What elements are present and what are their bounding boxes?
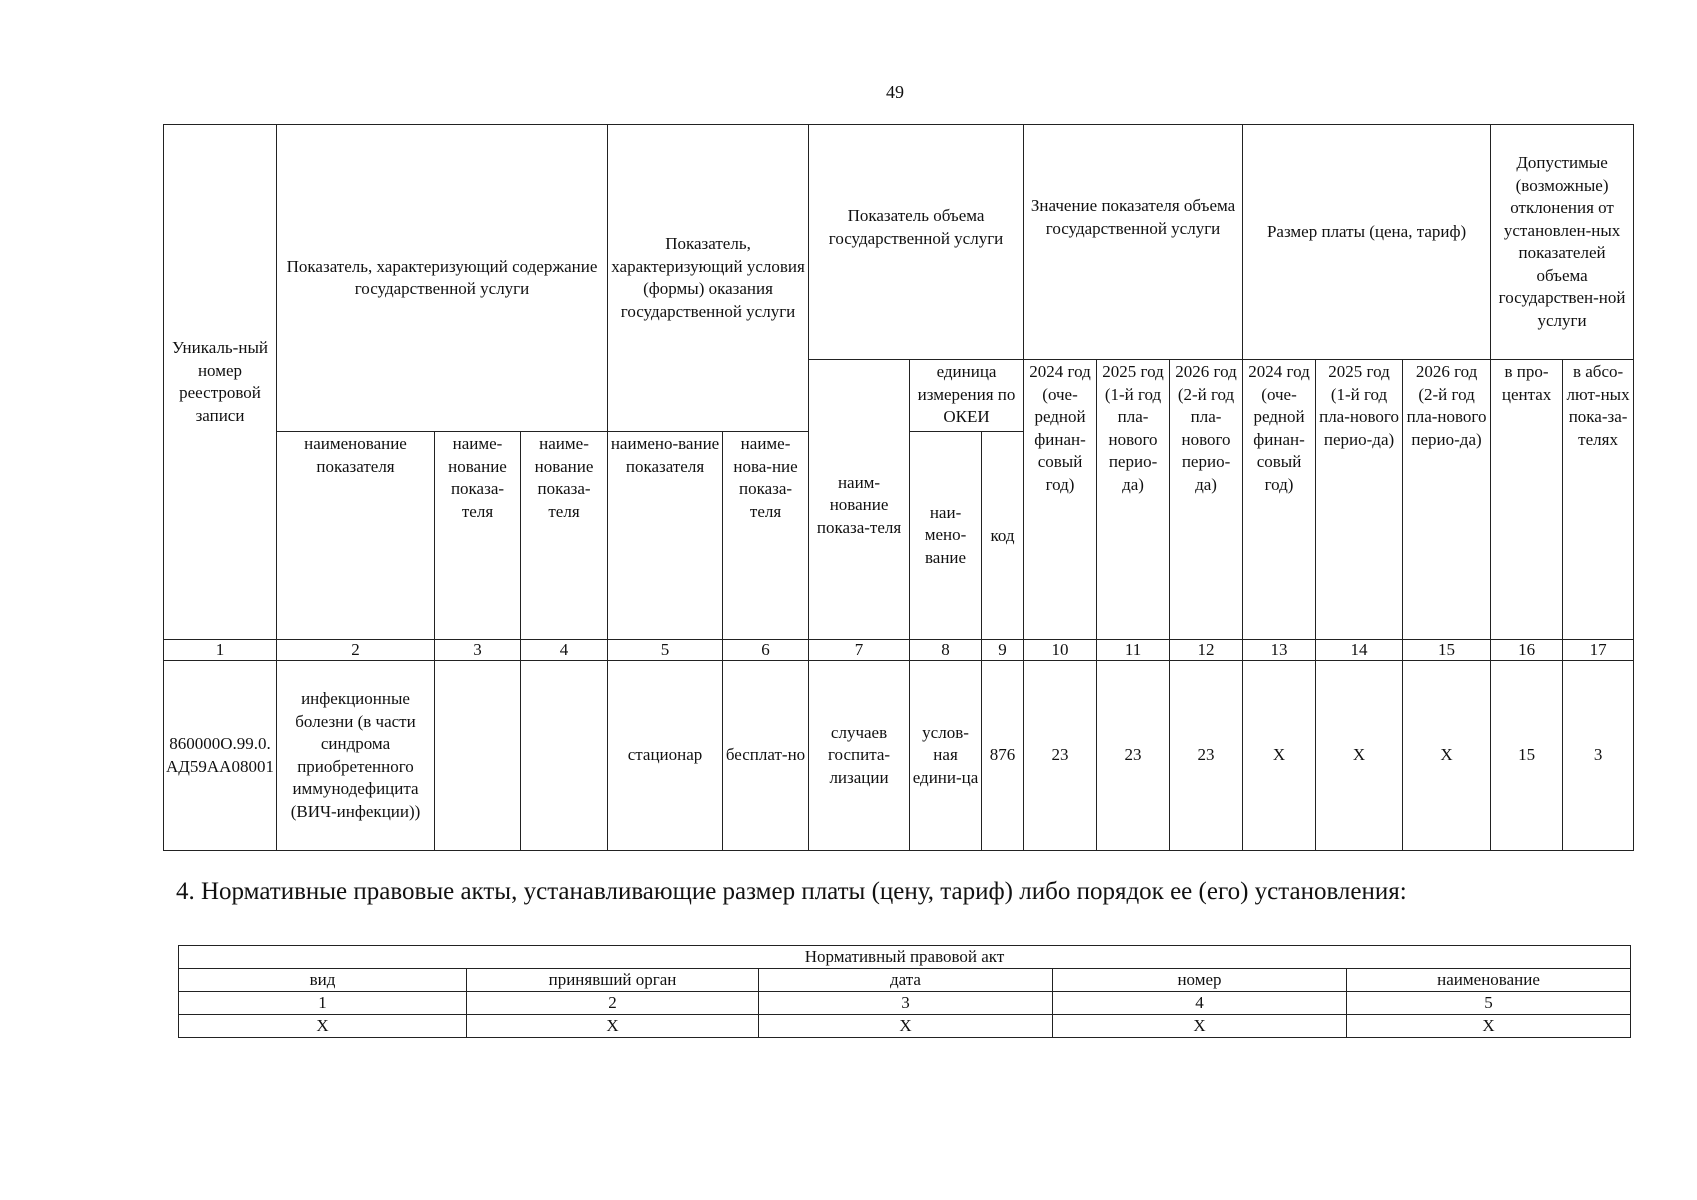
legal-acts-colnum-3: 3 [759, 992, 1053, 1015]
cell-content-indicator: инфекционные болезни (в части синдрома приобретенного иммунодефицита (ВИЧ-инфекции)) [277, 661, 435, 851]
header-value-2025: 2025 год (1-й год пла-нового перио-да) [1097, 360, 1170, 640]
header-deviation-percent: в про-центах [1491, 360, 1563, 640]
header-value-2024: 2024 год (оче-редной финан-совый год) [1024, 360, 1097, 640]
legal-acts-colnum-2: 2 [467, 992, 759, 1015]
colnum-7: 7 [809, 640, 910, 661]
table-row [164, 661, 1634, 851]
cell-value-2025: 23 [1097, 661, 1170, 851]
cell-price-2026: Х [1403, 661, 1491, 851]
colnum-10: 10 [1024, 640, 1097, 661]
section-4-heading: 4. Нормативные правовые акты, устанавливающие размер платы (цену, тариф) либо порядок ее (его) установления: [176, 878, 1407, 905]
cell-deviation-percent: 15 [1491, 661, 1563, 851]
colnum-14: 14 [1316, 640, 1403, 661]
cell-condition-2: бесплат-но [723, 661, 809, 851]
legal-acts-value-number: Х [1053, 1015, 1347, 1038]
colnum-8: 8 [910, 640, 982, 661]
header-price-group: Размер платы (цена, тариф) [1243, 125, 1491, 360]
header-deviation-group: Допустимые (возможные) отклонения от установлен-ных показателей объема государствен-ной услуги [1491, 125, 1634, 360]
legal-acts-table [178, 945, 1631, 1038]
cell-volume-indicator: случаев госпита-лизации [809, 661, 910, 851]
header-price-2026: 2026 год (2-й год пла-нового перио-да) [1403, 360, 1491, 640]
legal-acts-title: Нормативный правовой акт [179, 946, 1631, 969]
legal-acts-header-authority: принявший орган [467, 969, 759, 992]
colnum-2: 2 [277, 640, 435, 661]
cell-value-2024: 23 [1024, 661, 1097, 851]
header-unit-code: код [982, 432, 1024, 640]
colnum-9: 9 [982, 640, 1024, 661]
table-row [179, 1015, 1631, 1038]
legal-acts-header-date: дата [759, 969, 1053, 992]
page-number: 49 [886, 82, 904, 102]
colnum-1: 1 [164, 640, 277, 661]
cell-value-2026: 23 [1170, 661, 1243, 851]
cell-registry-number: 860000О.99.0.АД59АА08001 [164, 661, 277, 851]
colnum-16: 16 [1491, 640, 1563, 661]
legal-acts-value-authority: Х [467, 1015, 759, 1038]
header-registry-number: Уникаль-ный номер реестровой записи [164, 125, 277, 640]
header-unit-group: единица измерения по ОКЕИ [910, 360, 1024, 432]
legal-acts-colnum-4: 4 [1053, 992, 1347, 1015]
colnum-15: 15 [1403, 640, 1491, 661]
cell-unit-code: 876 [982, 661, 1024, 851]
cell-price-2025: Х [1316, 661, 1403, 851]
cell-price-2024: Х [1243, 661, 1316, 851]
header-content-group: Показатель, характеризующий содержание государственной услуги [277, 125, 608, 432]
header-volume-value-group: Значение показателя объема государственной услуги [1024, 125, 1243, 360]
header-price-2025: 2025 год (1-й год пла-нового перио-да) [1316, 360, 1403, 640]
legal-acts-value-date: Х [759, 1015, 1053, 1038]
legal-acts-colnum-5: 5 [1347, 992, 1631, 1015]
cell-condition-1: стационар [608, 661, 723, 851]
header-content-indicator-2: наиме-нование показа-теля [435, 432, 521, 640]
header-condition-indicator-1: наимено-вание показателя [608, 432, 723, 640]
colnum-17: 17 [1563, 640, 1634, 661]
colnum-12: 12 [1170, 640, 1243, 661]
header-volume-indicator-name: наим-нование показа-теля [809, 360, 910, 640]
colnum-6: 6 [723, 640, 809, 661]
colnum-4: 4 [521, 640, 608, 661]
header-price-2024: 2024 год (оче-редной финан-совый год) [1243, 360, 1316, 640]
legal-acts-colnum-1: 1 [179, 992, 467, 1015]
header-content-indicator-1: наименование показателя [277, 432, 435, 640]
legal-acts-header-name: наименование [1347, 969, 1631, 992]
header-volume-group: Показатель объема государственной услуги [809, 125, 1024, 360]
cell-unit-name: услов-ная едини-ца [910, 661, 982, 851]
cell-deviation-absolute: 3 [1563, 661, 1634, 851]
legal-acts-value-type: Х [179, 1015, 467, 1038]
header-deviation-absolute: в абсо-лют-ных пока-за-телях [1563, 360, 1634, 640]
header-unit-name: наи-мено-вание [910, 432, 982, 640]
colnum-11: 11 [1097, 640, 1170, 661]
service-volume-table [163, 124, 1634, 851]
header-condition-indicator-2: наиме-нова-ние показа-теля [723, 432, 809, 640]
legal-acts-value-name: Х [1347, 1015, 1631, 1038]
header-value-2026: 2026 год (2-й год пла-нового перио-да) [1170, 360, 1243, 640]
legal-acts-header-type: вид [179, 969, 467, 992]
colnum-5: 5 [608, 640, 723, 661]
header-content-indicator-3: наиме-нование показа-теля [521, 432, 608, 640]
cell-content-indicator-3 [521, 661, 608, 851]
colnum-3: 3 [435, 640, 521, 661]
colnum-13: 13 [1243, 640, 1316, 661]
legal-acts-header-number: номер [1053, 969, 1347, 992]
cell-content-indicator-2 [435, 661, 521, 851]
header-conditions-group: Показатель, характеризующий условия (формы) оказания государственной услуги [608, 125, 809, 432]
